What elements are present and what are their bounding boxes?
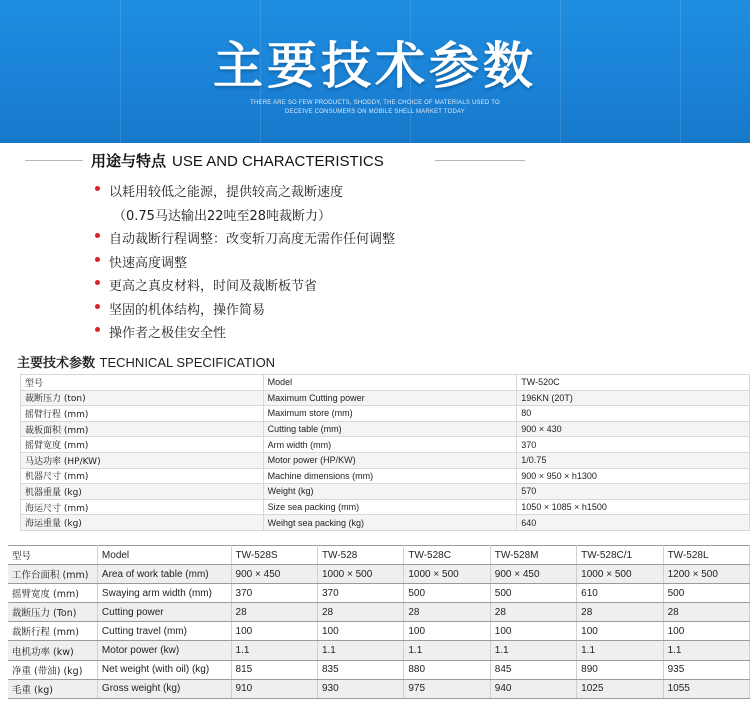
header-banner	[0, 0, 750, 143]
table-cell: 海运重量 (kg)	[21, 515, 264, 531]
table-cell: 845	[490, 660, 576, 679]
feature-text: 自动裁断行程调整：改变斩刀高度无需作任何调整	[109, 232, 396, 247]
table-cell: 910	[231, 679, 317, 698]
table-cell: 型号	[21, 375, 264, 391]
use-section-title-cn: 用途与特点	[91, 152, 167, 170]
bullet-dot-icon	[95, 304, 100, 309]
table-cell: TW-520C	[517, 375, 750, 391]
table-cell: Cutting power	[97, 603, 231, 622]
table-cell: 610	[577, 584, 663, 603]
table-cell: 裁断压力 (Ton)	[8, 603, 97, 622]
bullet-dot-icon	[95, 280, 100, 285]
table-row	[21, 499, 750, 515]
table-row	[21, 375, 750, 391]
table-row	[21, 406, 750, 422]
table-cell: TW-528C	[404, 546, 490, 565]
table-cell: 28	[317, 603, 403, 622]
table-cell: 1.1	[404, 641, 490, 660]
table-cell: 370	[317, 584, 403, 603]
feature-item	[95, 252, 515, 276]
use-section-header	[25, 150, 525, 172]
bullet-dot-icon	[95, 233, 100, 238]
table-cell: 570	[517, 484, 750, 500]
table-cell: 裁断压力 (ton)	[21, 390, 264, 406]
table-cell: 摇臂宽度 (mm)	[8, 584, 97, 603]
table-cell: TW-528C/1	[577, 546, 663, 565]
table-cell: 净重 (带油) (kg)	[8, 660, 97, 679]
table-cell: 100	[577, 622, 663, 641]
table-row	[8, 546, 750, 565]
table-cell: 毛重 (kg)	[8, 679, 97, 698]
table-row	[8, 603, 750, 622]
table-cell: 930	[317, 679, 403, 698]
table-cell: Arm width (mm)	[263, 437, 517, 453]
table-cell: 500	[404, 584, 490, 603]
feature-text: 坚固的机体结构，操作简易	[109, 302, 266, 318]
table-cell: 815	[231, 660, 317, 679]
table-cell: 880	[404, 660, 490, 679]
table-cell: TW-528M	[490, 546, 576, 565]
table-cell: 1050 × 1085 × h1500	[517, 499, 750, 515]
table-cell: 海运尺寸 (mm)	[21, 499, 264, 515]
table-row	[21, 484, 750, 500]
table-cell: 196KN (20T)	[517, 390, 750, 406]
table-cell: 890	[577, 660, 663, 679]
table-cell: 1200 × 500	[663, 565, 749, 584]
bullet-dot-icon	[95, 327, 100, 332]
table-cell: 100	[317, 622, 403, 641]
table-cell: 1.1	[231, 641, 317, 660]
table-cell: 80	[517, 406, 750, 422]
feature-text: 更高之真皮材料，时间及裁断板节省	[109, 279, 318, 294]
table-cell: 935	[663, 660, 749, 679]
table-cell: TW-528L	[663, 546, 749, 565]
feature-item	[95, 228, 515, 252]
feature-text: 快速高度调整	[109, 255, 188, 271]
table-row	[21, 468, 750, 484]
divider	[25, 160, 83, 161]
table-cell: 940	[490, 679, 576, 698]
model-comparison-table	[8, 545, 750, 699]
table-cell: 28	[490, 603, 576, 622]
page-title: 主要技术参数	[213, 37, 537, 95]
table-cell: 1.1	[663, 641, 749, 660]
feature-text: （0.75马达输出22吨至28吨裁断力）	[113, 208, 332, 224]
table-cell: 1/0.75	[517, 452, 750, 468]
table-cell: 900 × 450	[231, 565, 317, 584]
spec-table	[20, 374, 750, 531]
use-section-title	[91, 150, 384, 171]
table-cell: 370	[231, 584, 317, 603]
table-cell: 500	[490, 584, 576, 603]
table-row	[21, 515, 750, 531]
table-cell: 835	[317, 660, 403, 679]
table-cell: 1.1	[317, 641, 403, 660]
feature-item	[95, 205, 515, 229]
table-row	[8, 584, 750, 603]
table-cell: 摇臂行程 (mm)	[21, 406, 264, 422]
table-row	[21, 452, 750, 468]
table-cell: 28	[663, 603, 749, 622]
table-cell: Maximum Cutting power	[263, 390, 517, 406]
feature-text: 以耗用较低之能源，提供较高之裁断速度	[109, 185, 344, 200]
table-cell: 1055	[663, 679, 749, 698]
features-list	[95, 181, 515, 346]
table-cell: 电机功率 (kw)	[8, 641, 97, 660]
table-cell: Motor power (HP/KW)	[263, 452, 517, 468]
table-cell: 马达功率 (HP/KW)	[21, 452, 264, 468]
table-row	[8, 660, 750, 679]
table-cell: 900 × 950 × h1300	[517, 468, 750, 484]
table-cell: Maximum store (mm)	[263, 406, 517, 422]
table-cell: 28	[231, 603, 317, 622]
table-cell: 摇臂宽度 (mm)	[21, 437, 264, 453]
table-row	[21, 390, 750, 406]
table-cell: 975	[404, 679, 490, 698]
table-cell: Cutting travel (mm)	[97, 622, 231, 641]
feature-item	[95, 275, 515, 299]
table-cell: Cutting table (mm)	[263, 421, 517, 437]
table-cell: 型号	[8, 546, 97, 565]
table-cell: 1000 × 500	[317, 565, 403, 584]
table-cell: TW-528	[317, 546, 403, 565]
table-cell: 28	[577, 603, 663, 622]
table-cell: 100	[490, 622, 576, 641]
banner-subtitle-line2: DECEIVE CONSUMERS ON MOBILE SHELL MARKET TODAY	[285, 109, 465, 115]
table-cell: 1000 × 500	[577, 565, 663, 584]
table-cell: 1025	[577, 679, 663, 698]
table-cell: Weight (kg)	[263, 484, 517, 500]
table-cell: 1.1	[577, 641, 663, 660]
table-cell: Machine dimensions (mm)	[263, 468, 517, 484]
table-row	[8, 679, 750, 698]
table-cell: 640	[517, 515, 750, 531]
bullet-dot-icon	[95, 186, 100, 191]
table-cell: 裁断行程 (mm)	[8, 622, 97, 641]
table-cell: Model	[263, 375, 517, 391]
table-cell: Gross weight (kg)	[97, 679, 231, 698]
table-row	[21, 421, 750, 437]
table-cell: 370	[517, 437, 750, 453]
table-cell: Net weight (with oil) (kg)	[97, 660, 231, 679]
table-cell: 900 × 430	[517, 421, 750, 437]
spec-section-title	[17, 352, 275, 371]
table-row	[8, 641, 750, 660]
table-cell: 1000 × 500	[404, 565, 490, 584]
table-cell: 100	[231, 622, 317, 641]
table-row	[21, 437, 750, 453]
table-cell: 机器尺寸 (mm)	[21, 468, 264, 484]
spec-section-title-cn: 主要技术参数	[17, 356, 96, 371]
table-cell: 机器重量 (kg)	[21, 484, 264, 500]
table-cell: 100	[663, 622, 749, 641]
table-cell: Model	[97, 546, 231, 565]
divider	[435, 160, 525, 161]
table-cell: Motor power (kw)	[97, 641, 231, 660]
table-cell: 900 × 450	[490, 565, 576, 584]
feature-text: 操作者之极佳安全性	[109, 326, 227, 341]
table-cell: Swaying arm width (mm)	[97, 584, 231, 603]
use-section-title-en: USE AND CHARACTERISTICS	[172, 153, 384, 170]
table-cell: 裁板面积 (mm)	[21, 421, 264, 437]
feature-item	[95, 299, 515, 323]
table-cell: 工作台面积 (mm)	[8, 565, 97, 584]
spec-section-title-en: TECHNICAL SPECIFICATION	[99, 355, 276, 370]
table-cell: 1.1	[490, 641, 576, 660]
table-cell: Area of work table (mm)	[97, 565, 231, 584]
table-cell: Weihgt sea packing (kg)	[263, 515, 517, 531]
feature-item	[95, 322, 515, 346]
table-cell: TW-528S	[231, 546, 317, 565]
table-cell: 28	[404, 603, 490, 622]
table-row	[8, 565, 750, 584]
table-cell: Size sea packing (mm)	[263, 499, 517, 515]
feature-item	[95, 181, 515, 205]
table-cell: 500	[663, 584, 749, 603]
banner-subtitle-line1: THERE ARE SO FEW PRODUCTS, SHODDY, THE CHOICE OF MATERIALS USED TO	[250, 100, 500, 106]
table-cell: 100	[404, 622, 490, 641]
bullet-dot-icon	[95, 257, 100, 262]
table-row	[8, 622, 750, 641]
